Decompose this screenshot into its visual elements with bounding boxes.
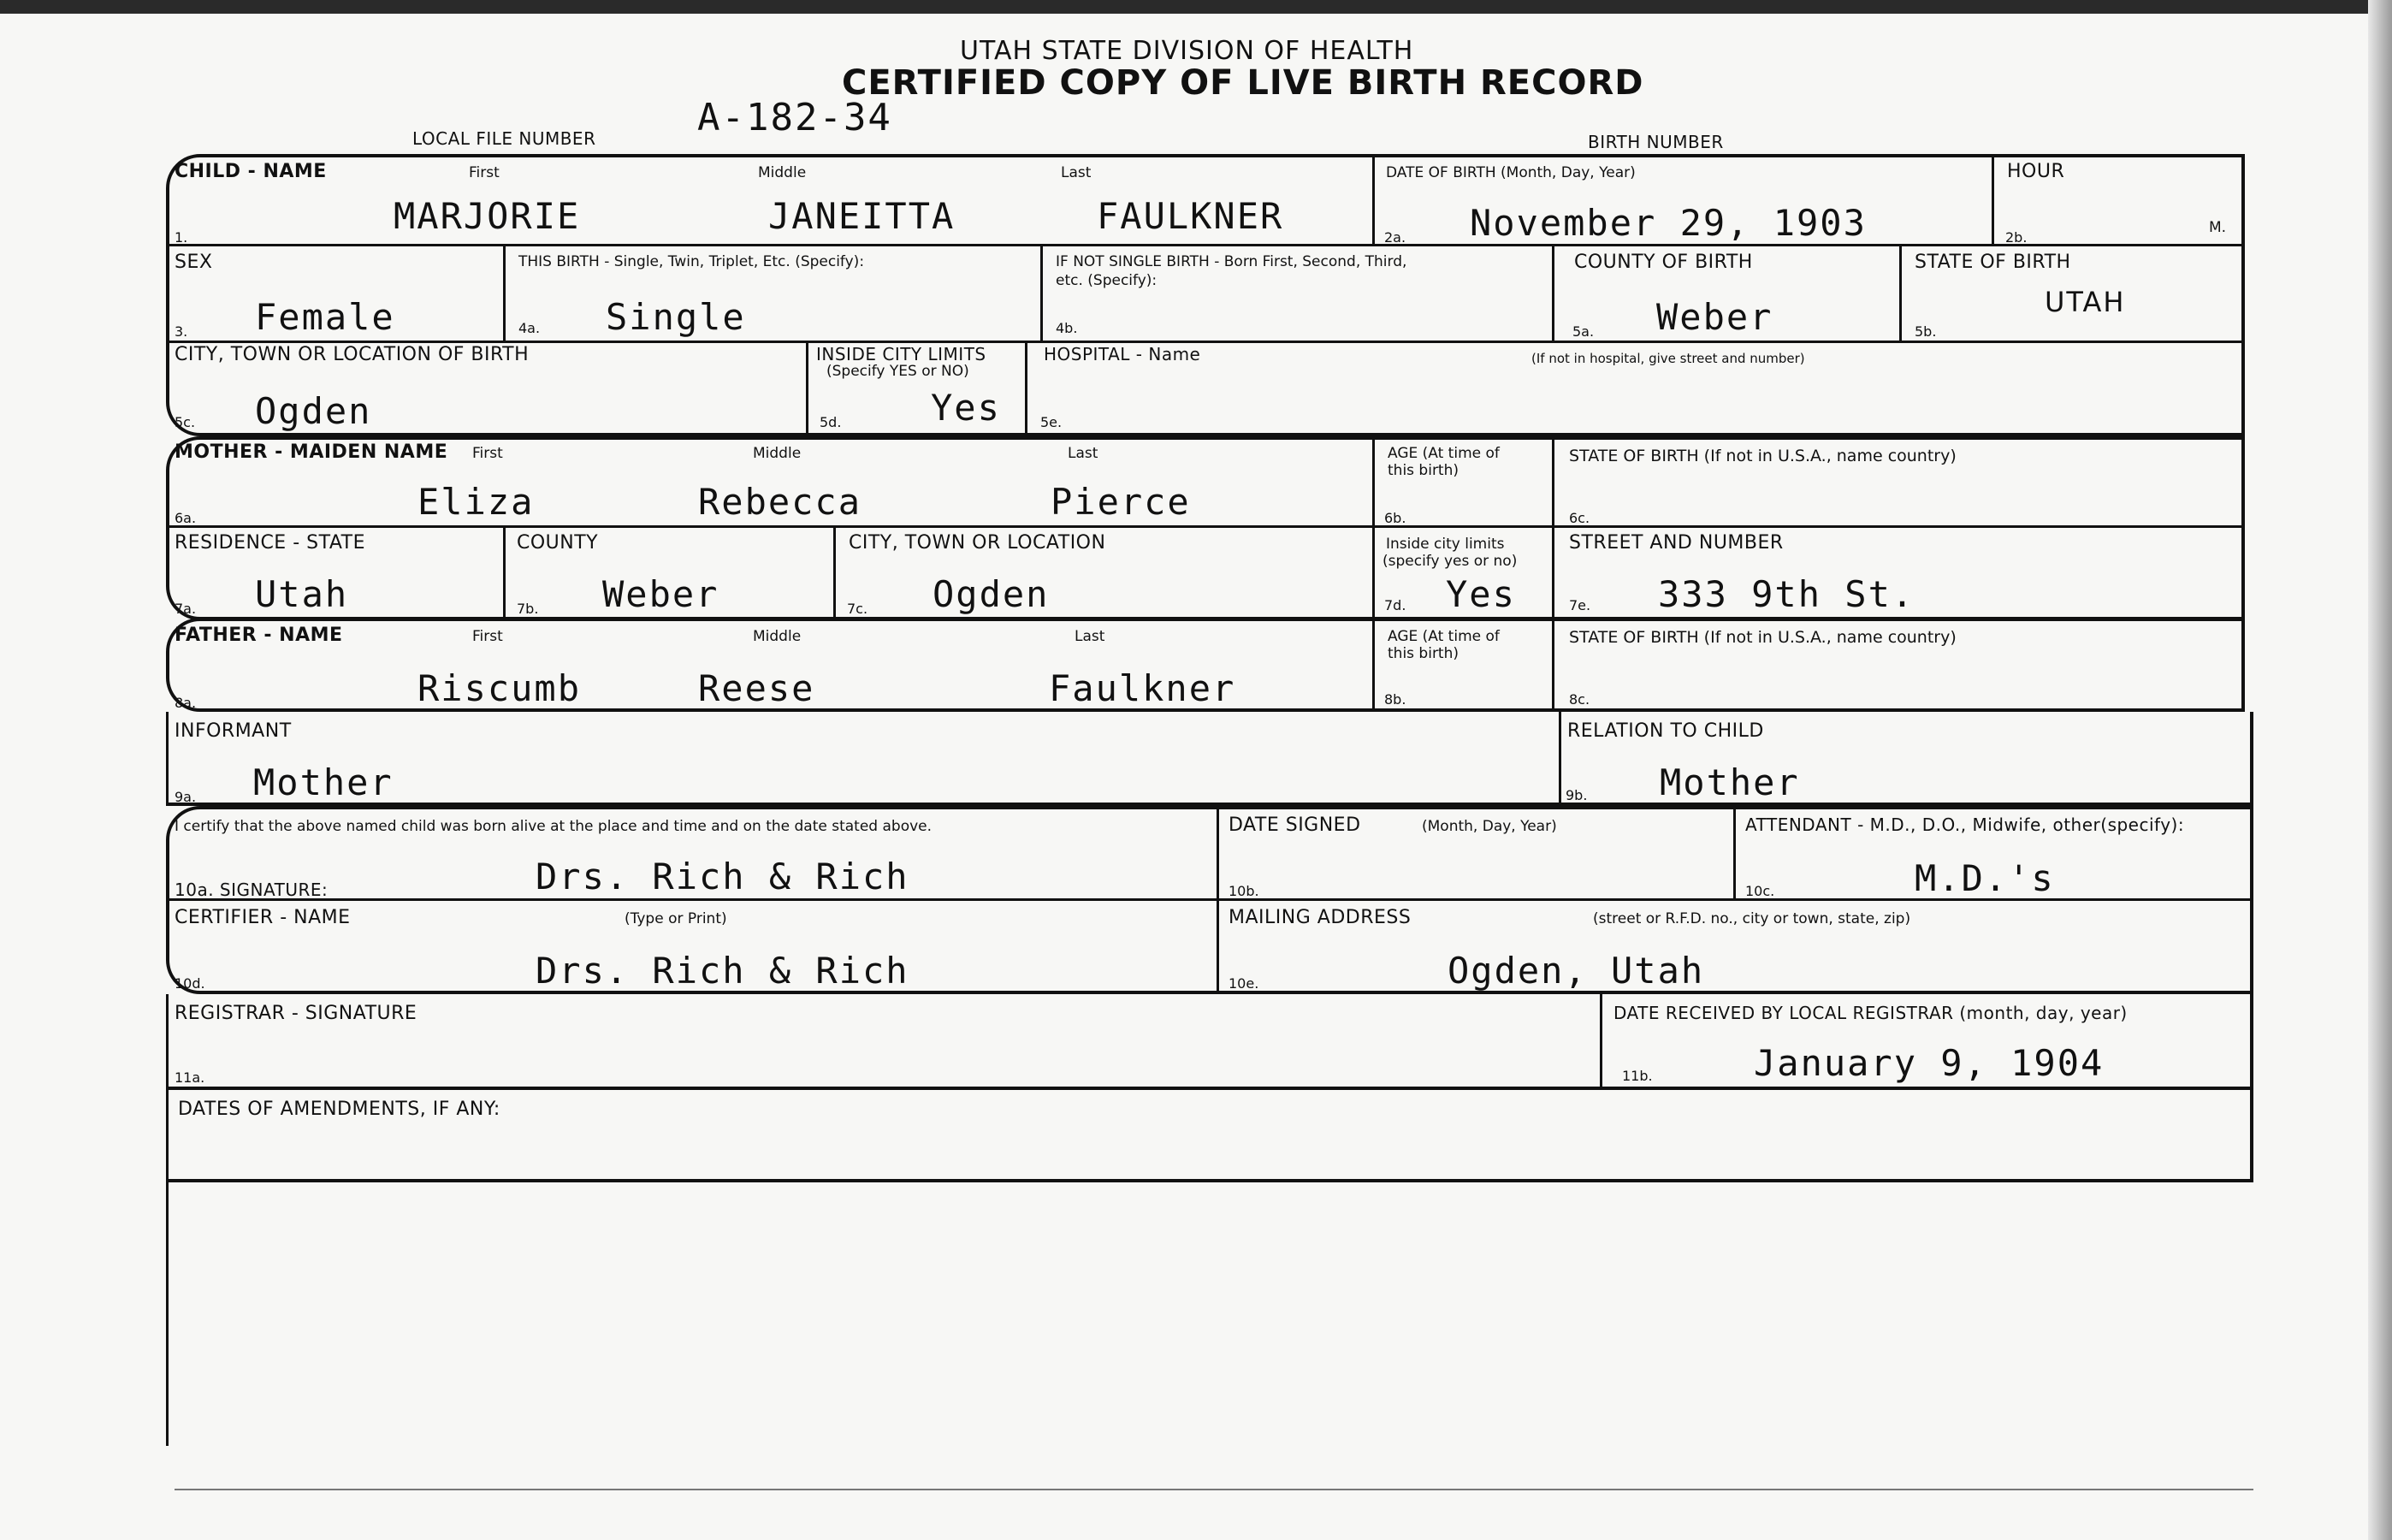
mailing-address-note: (street or R.F.D. no., city or town, state, zip): [1593, 910, 1911, 927]
field-number: 8b.: [1384, 691, 1406, 708]
field-number: 5a.: [1572, 323, 1595, 340]
residence-inside-label: Inside city limits: [1386, 536, 1505, 553]
attendant-label: ATTENDANT - M.D., D.O., Midwife, other(specify):: [1745, 814, 2185, 835]
field-number: 5d.: [820, 414, 842, 430]
child-date-of-birth: November 29, 1903: [1470, 202, 1867, 244]
father-middle-label: Middle: [753, 628, 802, 645]
father-last-name: Faulkner: [1049, 667, 1236, 709]
field-number: 10e.: [1229, 975, 1259, 992]
street-label: STREET AND NUMBER: [1569, 532, 1784, 554]
child-first-label: First: [469, 164, 500, 181]
inside-city-note: (Specify YES or NO): [826, 363, 969, 380]
child-divider-v5: [1552, 244, 1554, 341]
field-number: 5c.: [175, 414, 196, 430]
child-divider-v4: [1040, 244, 1043, 341]
field-number: 6a.: [175, 510, 197, 526]
father-divider-v1: [1372, 618, 1375, 712]
this-birth-value: Single: [606, 296, 746, 338]
child-county-of-birth: Weber: [1656, 296, 1773, 338]
field-number: 2a.: [1384, 229, 1406, 246]
child-last-name: FAULKNER: [1097, 195, 1284, 237]
registrar-divider-v1: [1600, 994, 1602, 1090]
not-single-label: IF NOT SINGLE BIRTH - Born First, Second, Third,: [1056, 253, 1407, 270]
mother-age-note: this birth): [1388, 462, 1459, 479]
residence-city: Ogden: [933, 573, 1050, 615]
child-divider-v2: [1992, 154, 1994, 246]
child-middle-label: Middle: [758, 164, 807, 181]
child-divider-1: [166, 244, 2245, 246]
agency-name: UTAH STATE DIVISION OF HEALTH: [960, 36, 1414, 66]
field-number: 4b.: [1056, 320, 1078, 336]
mother-divider-v4: [833, 525, 836, 619]
field-number: 2b.: [2005, 229, 2028, 246]
father-age-label: AGE (At time of: [1388, 628, 1500, 645]
child-sex: Female: [255, 296, 395, 338]
field-number: 10d.: [175, 975, 205, 992]
field-number: 5e.: [1040, 414, 1063, 430]
scan-right-edge: [2368, 0, 2392, 1540]
residence-street: 333 9th St.: [1658, 573, 1915, 615]
field-number: 5b.: [1915, 323, 1937, 340]
local-file-label: LOCAL FILE NUMBER: [412, 128, 596, 149]
child-divider-2: [166, 341, 2245, 343]
city-of-birth-label: CITY, TOWN OR LOCATION OF BIRTH: [175, 344, 530, 365]
child-inside-city: Yes: [931, 387, 1001, 429]
certifier-name-note: (Type or Print): [625, 910, 727, 927]
child-city-of-birth: Ogden: [255, 390, 372, 432]
field-number: 8a.: [175, 695, 197, 711]
field-number: 11a.: [175, 1069, 205, 1086]
father-age-note: this birth): [1388, 645, 1459, 662]
hour-m: M.: [2209, 219, 2227, 236]
child-divider-v1: [1372, 154, 1375, 246]
hour-label: HOUR: [2007, 161, 2065, 182]
hospital-note: (If not in hospital, give street and number): [1531, 351, 1805, 366]
informant-section: [166, 712, 2253, 806]
amendments-label: DATES OF AMENDMENTS, IF ANY:: [178, 1099, 500, 1120]
field-number: 7b.: [517, 601, 539, 617]
date-signed-label: DATE SIGNED: [1229, 814, 1361, 836]
certifier-signature: Drs. Rich & Rich: [536, 856, 909, 897]
mother-divider-v3: [503, 525, 506, 619]
date-signed-note: (Month, Day, Year): [1422, 818, 1557, 835]
not-single-label-2: etc. (Specify):: [1056, 272, 1158, 289]
mother-middle-name: Rebecca: [698, 481, 862, 523]
field-number: 8c.: [1569, 691, 1590, 708]
informant-value: Mother: [253, 761, 394, 803]
residence-inside-city: Yes: [1446, 573, 1516, 615]
father-middle-name: Reese: [698, 667, 815, 709]
field-number: 4a.: [518, 320, 541, 336]
mother-first-label: First: [472, 445, 503, 462]
mother-name-label: MOTHER - MAIDEN NAME: [175, 441, 448, 463]
left-border-line: [166, 1181, 169, 1446]
this-birth-label: THIS BIRTH - Single, Twin, Triplet, Etc. (Specify):: [518, 253, 865, 270]
registrar-signature-label: REGISTRAR - SIGNATURE: [175, 1003, 417, 1024]
residence-inside-note: (specify yes or no): [1383, 553, 1518, 570]
mother-divider-v2: [1552, 436, 1554, 620]
mother-first-name: Eliza: [417, 481, 535, 523]
dob-label: DATE OF BIRTH (Month, Day, Year): [1386, 164, 1636, 181]
mother-last-name: Pierce: [1051, 481, 1191, 523]
date-received: January 9, 1904: [1754, 1042, 2105, 1084]
child-last-label: Last: [1061, 164, 1092, 181]
field-number: 10c.: [1745, 883, 1775, 899]
hospital-label: HOSPITAL - Name: [1044, 344, 1201, 364]
state-of-birth-label: STATE OF BIRTH: [1915, 252, 2071, 273]
field-number: 10b.: [1229, 883, 1259, 899]
scan-top-edge: [0, 0, 2392, 14]
child-divider-v6: [1899, 244, 1902, 341]
field-number: 7d.: [1384, 597, 1406, 613]
child-divider-v7: [806, 341, 808, 436]
field-number: 6b.: [1384, 510, 1406, 526]
certify-statement: I certify that the above named child was born alive at the place and time and on the date stated above.: [175, 818, 933, 835]
mother-middle-label: Middle: [753, 445, 802, 462]
inside-city-label: INSIDE CITY LIMITS: [816, 344, 986, 364]
county-of-birth-label: COUNTY OF BIRTH: [1574, 252, 1753, 273]
document-title: CERTIFIED COPY OF LIVE BIRTH RECORD: [842, 63, 1644, 103]
father-divider-v2: [1552, 618, 1554, 712]
birth-number-label: BIRTH NUMBER: [1588, 132, 1724, 152]
child-name-label: CHILD - NAME: [175, 161, 327, 182]
field-number: 3.: [175, 323, 188, 340]
certifier-divider-v2: [1733, 806, 1736, 900]
residence-state-label: RESIDENCE - STATE: [175, 532, 365, 554]
informant-divider-v1: [1559, 712, 1561, 806]
residence-county-label: COUNTY: [517, 532, 599, 554]
mother-divider-v1: [1372, 436, 1375, 620]
attendant-value: M.D.'s: [1915, 857, 2055, 899]
father-first-name: Riscumb: [417, 667, 582, 709]
father-name-label: FATHER - NAME: [175, 625, 343, 646]
field-number: 9a.: [175, 789, 197, 805]
child-divider-v8: [1025, 341, 1027, 436]
field-number: 9b.: [1566, 787, 1588, 803]
bottom-line: [175, 1489, 2253, 1490]
mother-last-label: Last: [1068, 445, 1098, 462]
father-state-of-birth-label: STATE OF BIRTH (If not in U.S.A., name country): [1569, 628, 1957, 647]
field-number: 6c.: [1569, 510, 1590, 526]
child-divider-v3: [503, 244, 506, 341]
date-received-label: DATE RECEIVED BY LOCAL REGISTRAR (month, day, year): [1613, 1003, 2128, 1023]
residence-county: Weber: [602, 573, 719, 615]
signature-label: 10a. SIGNATURE:: [175, 880, 329, 900]
field-number: 7e.: [1569, 597, 1591, 613]
field-number: 11b.: [1622, 1068, 1653, 1084]
child-state-of-birth: UTAH: [2045, 286, 2126, 318]
child-first-name: MARJORIE: [394, 195, 581, 237]
certifier-divider-v1: [1217, 806, 1219, 994]
father-first-label: First: [472, 628, 503, 645]
local-file-number: A-182-34: [697, 96, 892, 139]
mother-age-label: AGE (At time of: [1388, 445, 1500, 462]
field-number: 7c.: [847, 601, 868, 617]
relation-value: Mother: [1660, 761, 1800, 803]
relation-label: RELATION TO CHILD: [1567, 720, 1764, 742]
mother-state-of-birth-label: STATE OF BIRTH (If not in U.S.A., name country): [1569, 447, 1957, 465]
certifier-name: Drs. Rich & Rich: [536, 950, 909, 992]
field-number: 1.: [175, 229, 188, 246]
residence-state: Utah: [255, 573, 349, 615]
sex-label: SEX: [175, 252, 213, 273]
father-last-label: Last: [1075, 628, 1105, 645]
residence-city-label: CITY, TOWN OR LOCATION: [849, 532, 1106, 554]
field-number: 7a.: [175, 601, 197, 617]
mother-divider-1: [166, 525, 2245, 528]
mailing-address-label: MAILING ADDRESS: [1229, 907, 1412, 928]
child-middle-name: JANEITTA: [768, 195, 956, 237]
certifier-name-label: CERTIFIER - NAME: [175, 907, 351, 928]
mailing-address: Ogden, Utah: [1448, 950, 1705, 992]
informant-label: INFORMANT: [175, 720, 292, 742]
